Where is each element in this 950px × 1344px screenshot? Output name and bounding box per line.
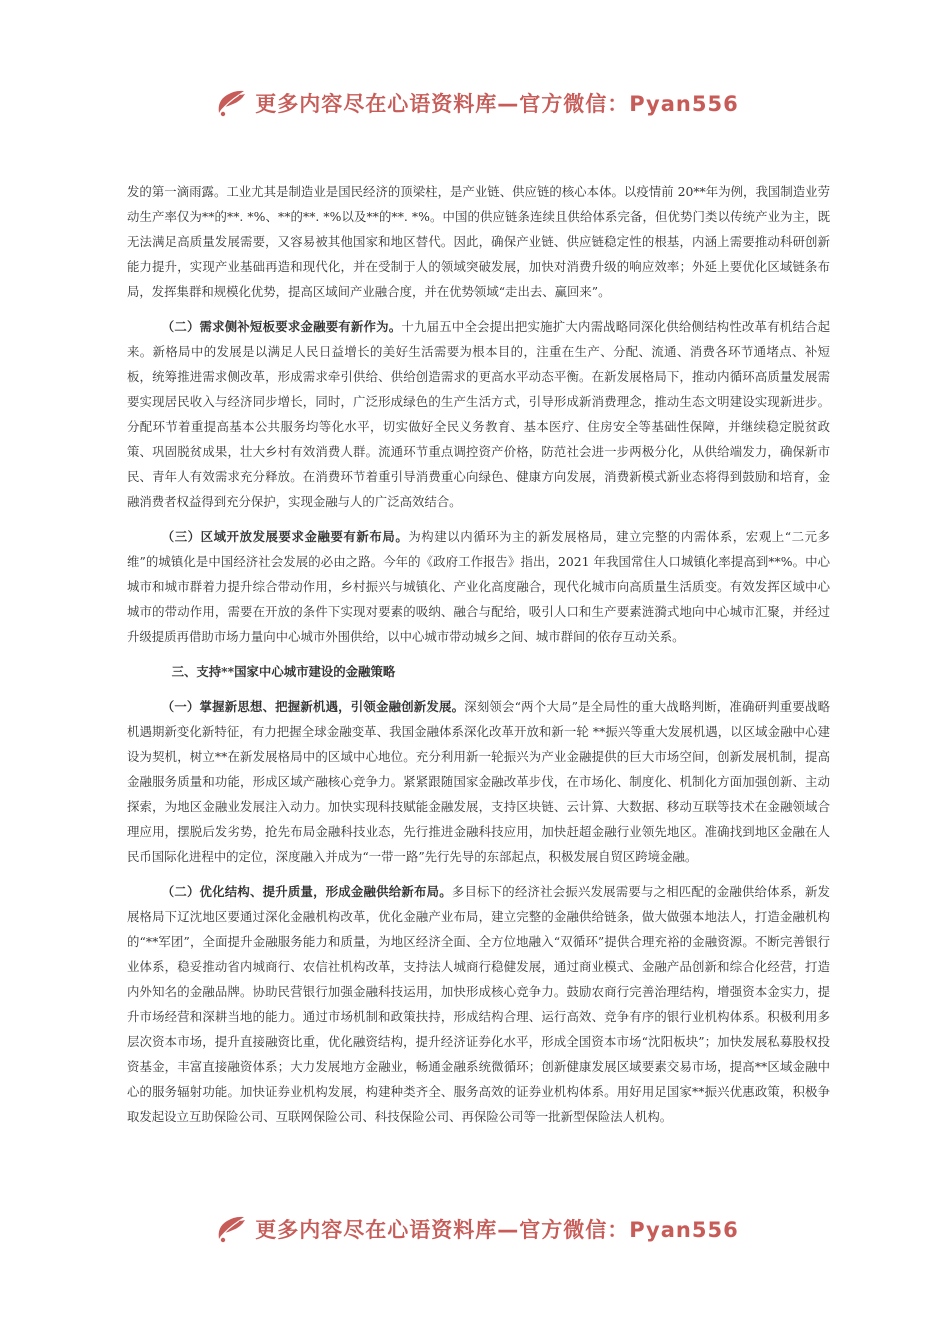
paragraph-5-lead: （二）优化结构、提升质量，形成金融供给新布局。: [161, 884, 452, 899]
document-body: [127, 179, 830, 1139]
quill-logo-icon: [211, 1209, 251, 1249]
paragraph-3-lead: （三）区域开放发展要求金融要有新布局。: [161, 529, 409, 544]
paragraph-1: 发的第一滴雨露。工业尤其是制造业是国民经济的顶梁柱，是产业链、供应链的核心本体。以疫情前 20**年为例，我国制造业劳动生产率仅为**的**. *%、**的**. *%以及**的**. *%。中国的供应链条连续且供给体系完备，但优势门类以传统产业为主，既无法满足高质量发展需要，又容易被其他国家和地区替代。因此，确保产业链、供应链稳定性的根基，内涵上需要推动科研创新能力提升，实现产业基础再造和现代化，并在受制于人的领域突破发展，加快对消费升级的响应效率；外延上要优化区域链条布局，发挥集群和规模化优势，提高区域间产业融合度，并在优势领域“走出去、赢回来”。: [127, 184, 830, 299]
paragraph-5: [127, 879, 830, 1129]
paragraph-2-text: 十九届五中全会提出把实施扩大内需战略同深化供给侧结构性改革有机结合起来。新格局中的发展是以满足人民日益增长的美好生活需要为根本目的，注重在生产、分配、流通、消费各环节通堵点、补短板，统筹推进需求侧改革，形成需求牵引供给、供给创造需求的更高水平动态平衡。在新发展格局下，推动内循环高质量发展需要实现居民收入与经济同步增长，同时，广泛形成绿色的生产生活方式，引导形成新消费理念，推动生态文明建设实现新进步。分配环节着重提高基本公共服务均等化水平，切实做好全民义务教育、基本医疗、住房安全等基础性保障，并继续稳定脱贫政策、巩固脱贫成果，壮大乡村有效消费人群。流通环节重点调控资产价格，防范社会进一步两极分化，从供给端发力，确保新市民、青年人有效需求充分释放。在消费环节着重引导消费重心向绿色、健康方向发展，消费新模式新业态将得到鼓励和培育，金融消费者权益得到充分保护，实现金融与人的广泛高效结合。: [127, 319, 831, 509]
paragraph-3-text: 为构建以内循环为主的新发展格局，建立完整的内需体系，宏观上“二元多维”的城镇化是中国经济社会发展的必由之路。今年的《政府工作报告》指出，2021 年我国常住人口城镇化率提高到**%。中心城市和城市群着力提升综合带动作用，乡村振兴与城镇化、产业化高度融合，现代化城市向高质量生活质变。有效发挥区域中心城市的带动作用，需要在开放的条件下实现对要素的吸纳、融合与配给，吸引人口和生产要素涟漪式地向中心城市汇聚，并经过升级提质再借助市场力量向中心城市外围供给，以中心城市带动城乡之间、城市群间的依存互动关系。: [127, 529, 830, 644]
section-heading-3: 三、支持**国家中心城市建设的金融策略: [171, 664, 396, 679]
banner-text: 更多内容尽在心语资料库—官方微信：Pyan556: [255, 92, 739, 116]
header-banner: [0, 80, 950, 126]
banner-text: 更多内容尽在心语资料库—官方微信：Pyan556: [255, 1218, 739, 1242]
paragraph-4-text: 深刻领会“两个大局”是全局性的重大战略判断，准确研判重要战略机遇期新变化新特征，有力把握全球金融变革、我国金融体系深化改革开放和新一轮 **振兴等重大发展机遇，以区域金融中心建设为契机，树立**在新发展格局中的区域中心地位。充分利用新一轮振兴为产业金融提供的巨大市场空间，创新发展机制，提高金融服务质量和功能，形成区域产融核心竞争力。紧紧跟随国家金融改革步伐，在市场化、制度化、机制化方面加强创新、主动探索，为地区金融业发展注入动力。加快实现科技赋能金融发展，支持区块链、云计算、大数据、移动互联等技术在金融领域合理应用，摆脱后发劣势，抢先布局金融科技业态，先行推进金融科技应用，加快赶超金融行业领先地区。准确找到地区金融在人民币国际化进程中的定位，深度融入并成为“一带一路”先行先导的东部起点，积极发展自贸区跨境金融。: [127, 699, 831, 864]
quill-logo-icon: [211, 83, 251, 123]
paragraph-5-text: 多目标下的经济社会振兴发展需要与之相匹配的金融供给体系，新发展格局下辽沈地区要通过深化金融机构改革，优化金融产业布局，建立完整的金融供给链条，做大做强本地法人，打造金融机构的“**军团”，全面提升金融服务能力和质量，为地区经济全面、全方位地融入“双循环”提供合理充裕的金融资源。不断完善银行业体系，稳妥推动省内城商行、农信社机构改革，支持法人城商行稳健发展，通过商业模式、金融产品创新和综合化经营，打造内外知名的金融品牌。协助民营银行加强金融科技运用，加快形成核心竞争力。鼓励农商行完善治理结构，增强资本金实力，提升市场经营和深耕当地的能力。通过市场机制和政策扶持，形成结构合理、运行高效、竞争有序的银行业机构体系。积极利用多层次资本市场，提升直接融资比重，优化融资结构，提升经济证券化水平，形成全国资本市场“沈阳板块”；加快发展私募股权投资基金，丰富直接融资体系；大力发展地方金融业，畅通金融系统微循环；创新健康发展区域要素交易市场，提高**区域金融中心的服务辐射功能。加快证券业机构发展，构建种类齐全、服务高效的证券业机构体系。用好用足国家**振兴优惠政策，积极争取发起设立互助保险公司、互联网保险公司、科技保险公司、再保险公司等一批新型保险法人机构。: [127, 884, 831, 1124]
paragraph-2: [127, 314, 830, 514]
paragraph-4-lead: （一）掌握新思想、把握新机遇，引领金融创新发展。: [161, 699, 465, 714]
paragraph-2-lead: （二）需求侧补短板要求金融要有新作为。: [161, 319, 402, 334]
footer-banner: [0, 1206, 950, 1252]
paragraph-4: [127, 694, 830, 869]
paragraph-3: [127, 524, 830, 649]
